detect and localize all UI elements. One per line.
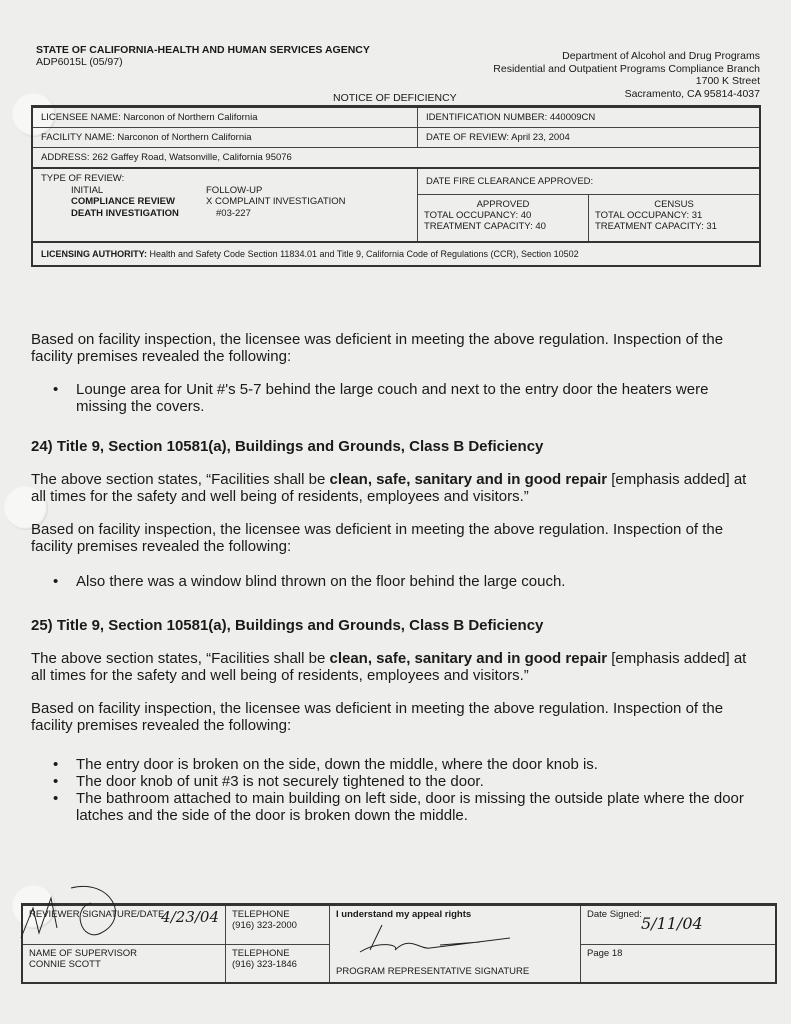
licensee-name: LICENSEE NAME: Narconon of Northern California [33, 108, 418, 127]
street-address: 1700 K Street [695, 75, 760, 87]
appeal-rights-text: I understand my appeal rights [336, 909, 472, 920]
statement-emphasis: clean, safe, sanitary and in good repair [329, 471, 608, 488]
address: ADDRESS: 262 Gaffey Road, Watsonville, California 95076 [41, 152, 292, 163]
type-of-review [33, 169, 418, 241]
telephone-cell [226, 906, 330, 982]
approved-total-occupancy: TOTAL OCCUPANCY: 40 [424, 210, 532, 221]
reviewer-signature-field [23, 906, 225, 945]
page-number: Page 18 [587, 947, 623, 959]
date-signed-value: 5/11/04 [641, 914, 703, 933]
reviewer-supervisor-cell [23, 906, 226, 982]
approved-title: APPROVED [476, 199, 530, 210]
finding-bullet: • The entry door is broken on the side, down the middle, where the door knob is. [31, 756, 761, 773]
reviewer-phone: (916) 323-2000 [232, 920, 297, 931]
licensing-authority-label: LICENSING AUTHORITY: [41, 249, 147, 259]
section-statement [31, 650, 761, 684]
finding-bullet: • Also there was a window blind thrown on the floor behind the large couch. [31, 573, 761, 590]
section-statement [31, 471, 761, 505]
agency-name: STATE OF CALIFORNIA-HEALTH AND HUMAN SERVICES AGENCY [36, 44, 370, 56]
department-name: Department of Alcohol and Drug Programs [562, 50, 760, 62]
program-representative-cell [330, 906, 581, 982]
supervisor-phone-label: TELEPHONE [232, 947, 290, 959]
facility-name: FACILITY NAME: Narconon of Northern California [33, 128, 418, 147]
date-of-review: DATE OF REVIEW: April 23, 2004 [426, 132, 570, 143]
branch-name: Residential and Outpatient Programs Compliance Branch [493, 62, 760, 75]
program-rep-signature-label: PROGRAM REPRESENTATIVE SIGNATURE [336, 966, 530, 977]
date-page-cell [581, 906, 775, 982]
section-finding: Based on facility inspection, the licensee was deficient in meeting the above regulation. Inspection of the facility premises revealed the following: [31, 700, 724, 734]
reviewer-signature-label: REVIEWER SIGNATURE/DATE [29, 909, 165, 920]
review-option-follow-up: FOLLOW-UP [206, 184, 263, 196]
fire-clearance: DATE FIRE CLEARANCE APPROVED: [418, 169, 759, 195]
agency-header [36, 44, 370, 68]
supervisor-phone-field [226, 945, 329, 983]
reviewer-date-handwritten: 4/23/04 [161, 908, 219, 926]
statement-text: The above section states, “Facilities shall be [31, 471, 330, 488]
review-option-compliance: COMPLIANCE REVIEW [71, 196, 175, 207]
statement-text: [emphasis added] at all times for the safety and well being of residents, employees and visitors.” [31, 471, 747, 505]
statement-text: [emphasis added] at all times for the safety and well being of residents, employees and visitors.” [31, 650, 747, 684]
date-signed-label: Date Signed: [587, 909, 642, 920]
intro-paragraph: Based on facility inspection, the licensee was deficient in meeting the above regulation. Inspection of the facility premises revealed the following: [31, 331, 724, 365]
finding-bullet: • The door knob of unit #3 is not securely tightened to the door. [31, 773, 761, 790]
census-capacity [589, 195, 759, 241]
review-option-complaint: X COMPLAINT INVESTIGATION [206, 196, 346, 207]
supervisor-label: NAME OF SUPERVISOR [29, 947, 138, 959]
review-option-death: DEATH INVESTIGATION [71, 207, 179, 219]
department-address [493, 50, 760, 100]
intro-finding [31, 331, 761, 415]
complaint-number: #03-227 [216, 207, 251, 219]
reviewer-signature-scribble [11, 878, 131, 948]
notice-title: NOTICE OF DEFICIENCY [333, 92, 457, 104]
approved-treatment-capacity: TREATMENT CAPACITY: 40 [424, 221, 546, 232]
finding-bullet: • Lounge area for Unit #'s 5-7 behind the large couch and next to the entry door the heaters were missing the covers. [31, 381, 761, 415]
licensing-authority [33, 243, 759, 265]
census-title: CENSUS [654, 199, 694, 210]
date-signed-field [581, 906, 775, 945]
statement-emphasis: clean, safe, sanitary and in good repair [329, 650, 608, 667]
program-rep-signature-scribble [340, 920, 540, 960]
reviewer-phone-field [226, 906, 329, 945]
reviewer-phone-label: TELEPHONE [232, 909, 290, 920]
supervisor-field [23, 945, 225, 983]
identification-number: IDENTIFICATION NUMBER: 440009CN [426, 112, 596, 123]
deficiency-section-24 [31, 438, 761, 590]
form-id: ADP6015L (05/97) [36, 56, 123, 68]
section-heading: 24) Title 9, Section 10581(a), Buildings and Grounds, Class B Deficiency [31, 438, 544, 455]
licensing-authority-text: Health and Safety Code Section 11834.01 and Title 9, California Code of Regulations (CCR), Section 10502 [147, 249, 579, 259]
approved-capacity [418, 195, 589, 241]
census-treatment-capacity: TREATMENT CAPACITY: 31 [595, 221, 717, 232]
finding-bullet: • The bathroom attached to main building on left side, door is missing the outside plate where the door latches and the side of the door is broken down the middle. [31, 790, 761, 824]
supervisor-phone: (916) 323-1846 [232, 958, 297, 970]
type-of-review-label: TYPE OF REVIEW: [41, 173, 125, 184]
deficiency-section-25 [31, 617, 761, 824]
census-total-occupancy: TOTAL OCCUPANCY: 31 [595, 210, 703, 221]
section-finding: Based on facility inspection, the licensee was deficient in meeting the above regulation. Inspection of the facility premises revealed the following: [31, 521, 724, 555]
city-address: Sacramento, CA 95814-4037 [624, 87, 760, 100]
review-option-initial: INITIAL [71, 184, 104, 196]
section-heading: 25) Title 9, Section 10581(a), Buildings and Grounds, Class B Deficiency [31, 617, 544, 634]
facility-info-table [31, 105, 761, 267]
supervisor-name: CONNIE SCOTT [29, 958, 101, 970]
signature-table [21, 903, 777, 984]
statement-text: The above section states, “Facilities shall be [31, 650, 330, 667]
